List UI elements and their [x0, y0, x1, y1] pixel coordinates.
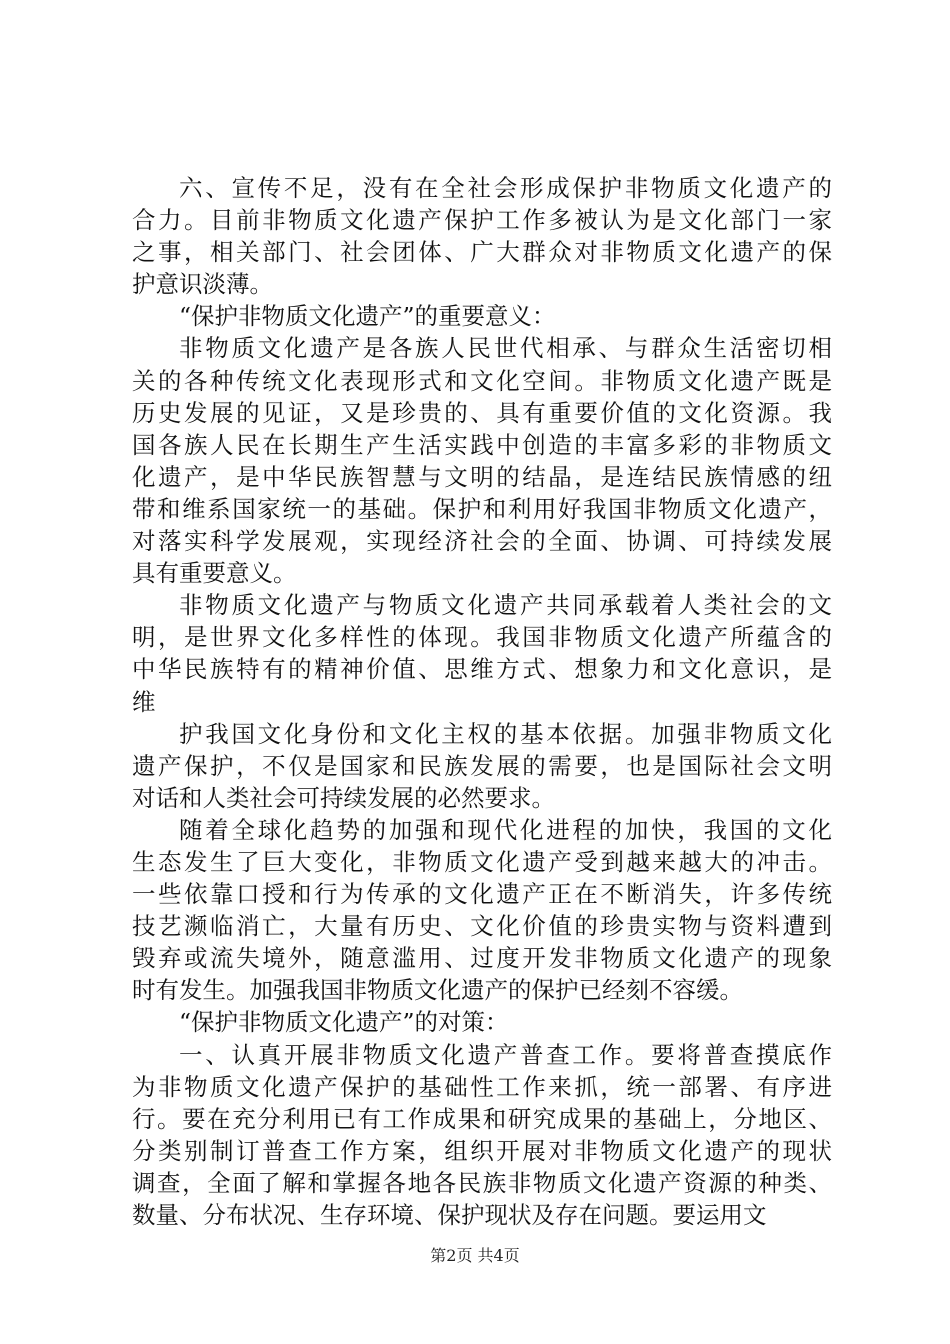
paragraph-line: 护意识淡薄。	[132, 270, 273, 299]
paragraph-line: 一些依靠口授和行为传承的文化遗产正在不断消失，许多传统	[132, 880, 832, 909]
paragraph-line: “保护非物质文化遗产”的重要意义：	[179, 302, 556, 331]
paragraph-line: 一、认真开展非物质文化遗产普查工作。要将普查摸底作	[179, 1040, 832, 1069]
paragraph-line: 具有重要意义。	[132, 559, 297, 588]
paragraph-line: 对话和人类社会可持续发展的必然要求。	[132, 783, 555, 812]
paragraph	[132, 332, 832, 589]
paragraph-line: 之事，相关部门、社会团体、广大群众对非物质文化遗产的保	[132, 238, 832, 267]
paragraph-line: 遗产保护，不仅是国家和民族发展的需要，也是国际社会文明	[132, 751, 832, 780]
paragraph-line: 历史发展的见证，又是珍贵的、具有重要价值的文化资源。我	[132, 398, 832, 427]
paragraph	[132, 814, 832, 1007]
paragraph-line: 为非物质文化遗产保护的基础性工作来抓，统一部署、有序进	[132, 1072, 832, 1101]
paragraph-line: 化遗产，是中华民族智慧与文明的结晶，是连结民族情感的纽	[132, 462, 832, 491]
paragraph-line: 分类别制订普查工作方案，组织开展对非物质文化遗产的现状	[132, 1136, 832, 1165]
paragraph-line: 带和维系国家统一的基础。保护和利用好我国非物质文化遗产，	[132, 494, 832, 523]
paragraph-line: 生态发生了巨大变化，非物质文化遗产受到越来越大的冲击。	[132, 847, 832, 876]
paragraph-line: 中华民族特有的精神价值、思维方式、想象力和文化意识，是	[132, 655, 832, 684]
paragraph	[132, 718, 832, 814]
page-number-footer: 第2页 共4页	[430, 1246, 520, 1265]
paragraph-line: 关的各种传统文化表现形式和文化空间。非物质文化遗产既是	[132, 366, 832, 395]
paragraph-line: 明，是世界文化多样性的体现。我国非物质文化遗产所蕴含的	[132, 623, 832, 652]
paragraph-line: 调查，全面了解和掌握各地各民族非物质文化遗产资源的种类、	[132, 1168, 832, 1197]
paragraph-line: 国各族人民在长期生产生活实践中创造的丰富多彩的非物质文	[132, 430, 832, 459]
paragraph-line: 合力。目前非物质文化遗产保护工作多被认为是文化部门一家	[132, 206, 832, 235]
paragraph	[132, 300, 832, 332]
paragraph	[132, 1006, 832, 1038]
paragraph-line: 非物质文化遗产是各族人民世代相承、与群众生活密切相	[179, 334, 832, 363]
paragraph-line: 时有发生。加强我国非物质文化遗产的保护已经刻不容缓。	[132, 976, 743, 1005]
paragraph-line: 非物质文化遗产与物质文化遗产共同承载着人类社会的文	[179, 591, 832, 620]
paragraph	[132, 589, 832, 717]
paragraph-line: 技艺濒临消亡，大量有历史、文化价值的珍贵实物与资料遭到	[132, 912, 832, 941]
paragraph-line: “保护非物质文化遗产”的对策：	[179, 1008, 509, 1037]
paragraph-line: 行。要在充分利用已有工作成果和研究成果的基础上，分地区、	[132, 1104, 832, 1133]
paragraph-line: 对落实科学发展观，实现经济社会的全面、协调、可持续发展	[132, 527, 832, 556]
paragraph-line: 护我国文化身份和文化主权的基本依据。加强非物质文化	[179, 719, 832, 748]
document-body	[132, 172, 832, 1231]
paragraph-line: 毁弃或流失境外，随意滥用、过度开发非物质文化遗产的现象	[132, 944, 832, 973]
paragraph-line: 数量、分布状况、生存环境、保护现状及存在问题。要运用文	[132, 1201, 767, 1229]
paragraph-line: 维	[132, 687, 156, 716]
paragraph	[132, 1039, 832, 1232]
paragraph-line: 随着全球化趋势的加强和现代化进程的加快，我国的文化	[179, 815, 832, 844]
paragraph-line: 六、宣传不足，没有在全社会形成保护非物质文化遗产的	[179, 174, 832, 202]
paragraph	[132, 172, 832, 300]
